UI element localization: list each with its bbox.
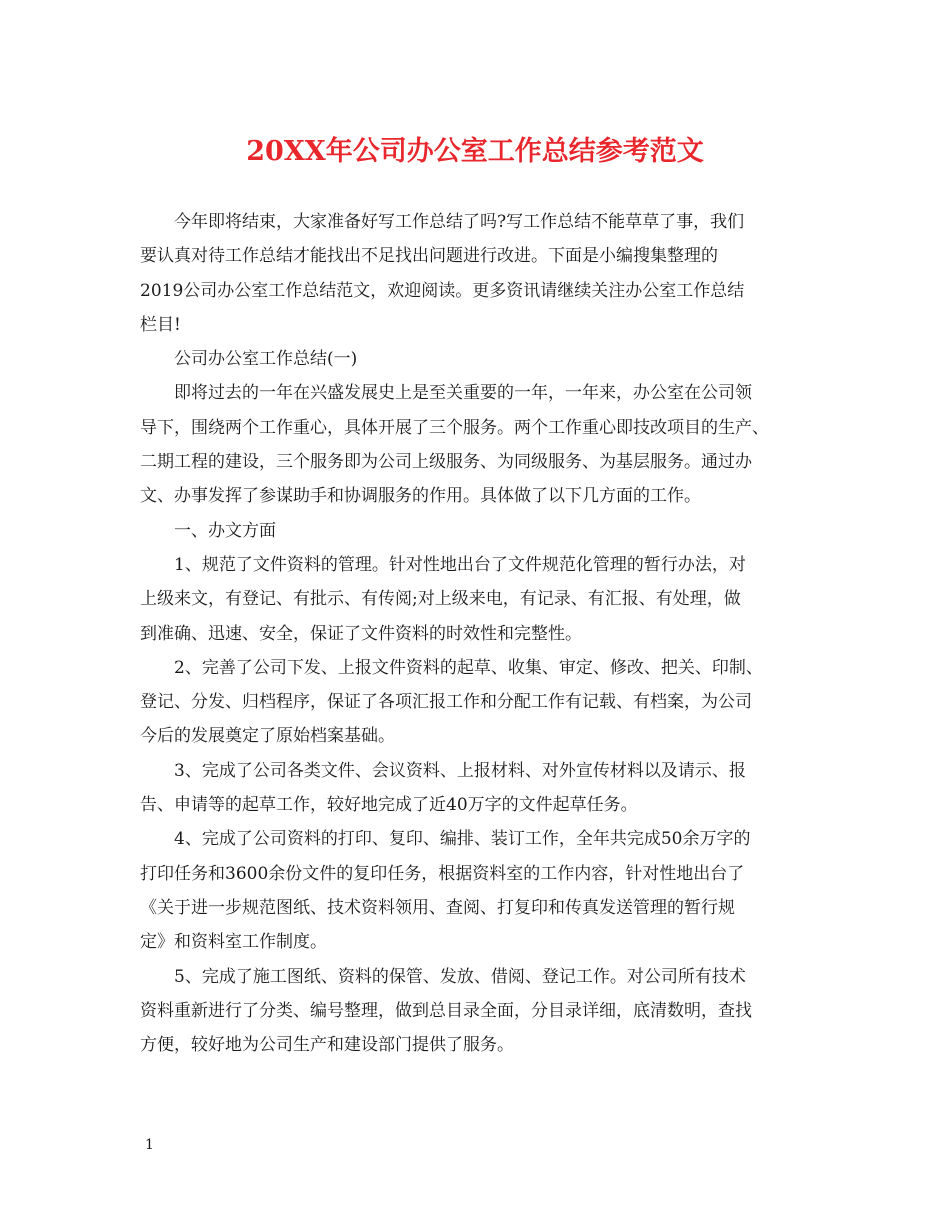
paragraph-intro [140,205,830,342]
paragraph [140,376,830,513]
paragraph [140,822,830,959]
text-line: 定》和资料室工作制度。 [140,932,327,953]
section-heading [140,514,830,548]
text-line: 文、办事发挥了参谋助手和协调服务的作用。具体做了以下几方面的工作。 [140,486,701,507]
text-line: 到准确、迅速、安全，保证了文件资料的时效性和完整性。 [140,623,582,644]
text-line: 《关于进一步规范图纸、技术资料领用、查阅、打复印和传真发送管理的暂行规 [140,897,735,918]
paragraph [140,960,830,1063]
document-title: 20XX年公司办公室工作总结参考范文 [246,136,704,167]
text-line: 告、申请等的起草工作，较好地完成了近40万字的文件起草任务。 [140,795,638,816]
text-line: 导下，围绕两个工作重心，具体开展了三个服务。两个工作重心即技改项目的生产、 [140,417,769,438]
text-line: 二期工程的建设，三个服务即为公司上级服务、为同级服务、为基层服务。通过办 [140,452,752,473]
text-line: 公司办公室工作总结(一) [174,349,358,370]
text-line: 今后的发展奠定了原始档案基础。 [140,726,395,747]
text-line: 2、完善了公司下发、上报文件资料的起草、收集、审定、修改、把关、印制、 [174,657,763,678]
text-line: 上级来文，有登记、有批示、有传阅;对上级来电，有记录、有汇报、有处理，做 [140,589,741,610]
text-line: 资料重新进行了分类、编号整理，做到总目录全面，分目录详细，底清数明，查找 [140,1000,752,1021]
text-line: 今年即将结束，大家准备好写工作总结了吗?写工作总结不能草草了事，我们 [174,212,745,232]
text-line: 1、规范了文件资料的管理。针对性地出台了文件规范化管理的暂行办法，对 [174,554,746,575]
text-line: 登记、分发、归档程序，保证了各项汇报工作和分配工作有记载、有档案，为公司 [140,692,752,713]
text-line: 即将过去的一年在兴盛发展史上是至关重要的一年，一年来，办公室在公司领 [174,383,752,404]
text-line: 方便，较好地为公司生产和建设部门提供了服务。 [140,1035,514,1056]
text-line: 要认真对待工作总结才能找出不足找出问题进行改进。下面是小编搜集整理的 [140,246,718,267]
text-line: 3、完成了公司各类文件、会议资料、上报材料、对外宣传材料以及请示、报 [174,760,746,781]
text-line: 打印任务和3600余份文件的复印任务，根据资料室的工作内容，针对性地出台了 [140,863,745,884]
text-line: 栏目! [140,314,181,335]
paragraph [140,754,830,823]
paragraph [140,548,830,651]
document-body [140,205,830,1062]
text-line: 5、完成了施工图纸、资料的保管、发放、借阅、登记工作。对公司所有技术 [174,966,746,987]
section-heading [140,342,830,376]
page-number: 1 [145,1137,154,1153]
text-line: 4、完成了公司资料的打印、复印、编排、装订工作，全年共完成50余万字的 [174,829,751,850]
text-line: 一、办文方面 [174,520,276,541]
paragraph [140,651,830,754]
text-line: 2019公司办公室工作总结范文，欢迎阅读。更多资讯请继续关注办公室工作总结 [140,280,745,301]
